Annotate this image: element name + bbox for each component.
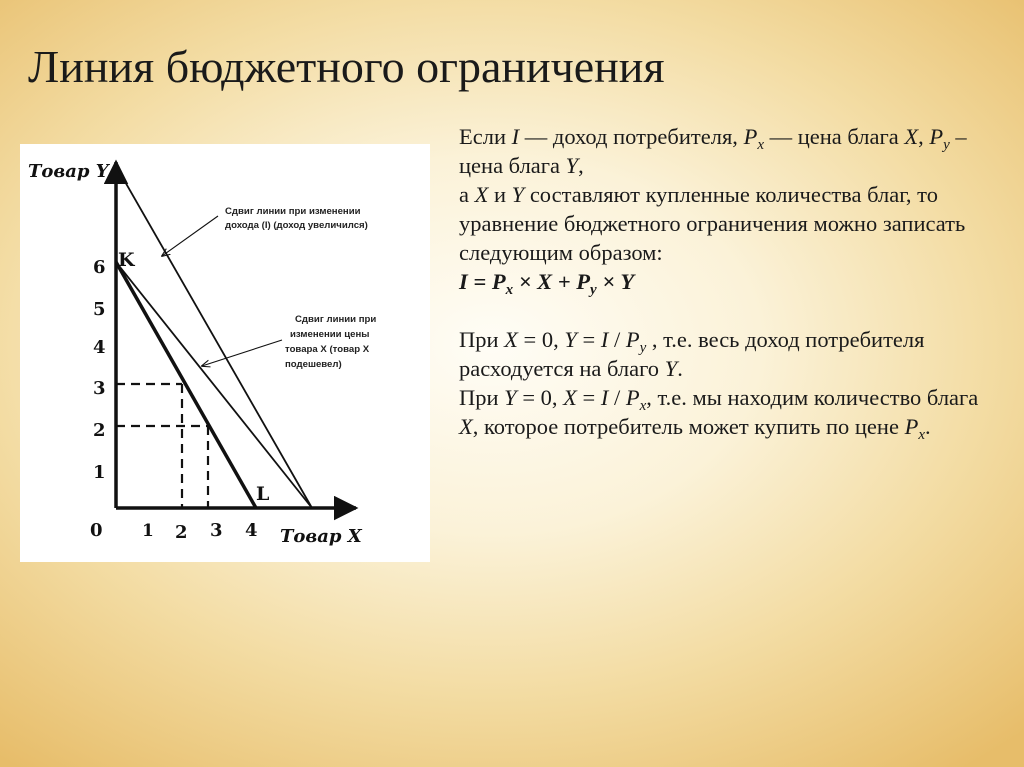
y-axis-label: Товар Y — [28, 161, 109, 182]
budget-equation: $I = P_x \times X + P_y \times Y$ — [459, 269, 635, 298]
y-tick-1: 1 — [93, 462, 106, 483]
definitions-paragraph: Если I — доход потребителя, $P_x$ — цена блага X, $P_y$ – цена блага Y, — [459, 124, 967, 178]
price-annotation-pointer — [202, 340, 282, 366]
x-tick-4: 4 — [245, 520, 258, 541]
explanation-text — [459, 122, 999, 441]
price-shift-note: Сдвиг линии при изменении цены товара X (товар X подешевел) — [285, 314, 377, 370]
budget-line-price-shift — [116, 262, 312, 508]
y-zero-paragraph: При Y = 0, $X = I / P_x$, т.е. мы находим количество блага X, которое потребитель может купить по цене $P_x$. — [459, 385, 979, 443]
slide-title: Линия бюджетного ограничения — [28, 41, 665, 92]
origin-label: 0 — [90, 520, 103, 541]
point-l-label: L — [256, 483, 270, 505]
x-axis-label: Товар X — [280, 526, 362, 547]
y-tick-4: 4 — [93, 337, 106, 358]
graph-svg — [20, 144, 430, 562]
income-annotation-pointer — [162, 216, 218, 256]
y-tick-3: 3 — [93, 378, 106, 399]
equation-intro-paragraph: а X и Y составляют купленные количества благ, то уравнение бюджетного ограничения можно записать следующим образом: — [459, 182, 966, 265]
x-tick-2: 2 — [175, 522, 188, 543]
x-tick-3: 3 — [210, 520, 223, 541]
point-k-label: K — [118, 249, 135, 271]
y-tick-5: 5 — [93, 299, 106, 320]
budget-line-graph — [20, 144, 430, 562]
income-shift-note: Сдвиг линии при изменении дохода (I) (доход увеличился) — [225, 206, 368, 231]
x-tick-1: 1 — [142, 521, 154, 541]
x-zero-paragraph: При X = 0, $Y = I / P_y$ , т.е. весь доход потребителя расходуется на благо Y. — [459, 327, 925, 381]
budget-line-income-shift — [116, 166, 312, 508]
y-tick-2: 2 — [93, 420, 106, 441]
y-tick-6: 6 — [93, 257, 106, 278]
